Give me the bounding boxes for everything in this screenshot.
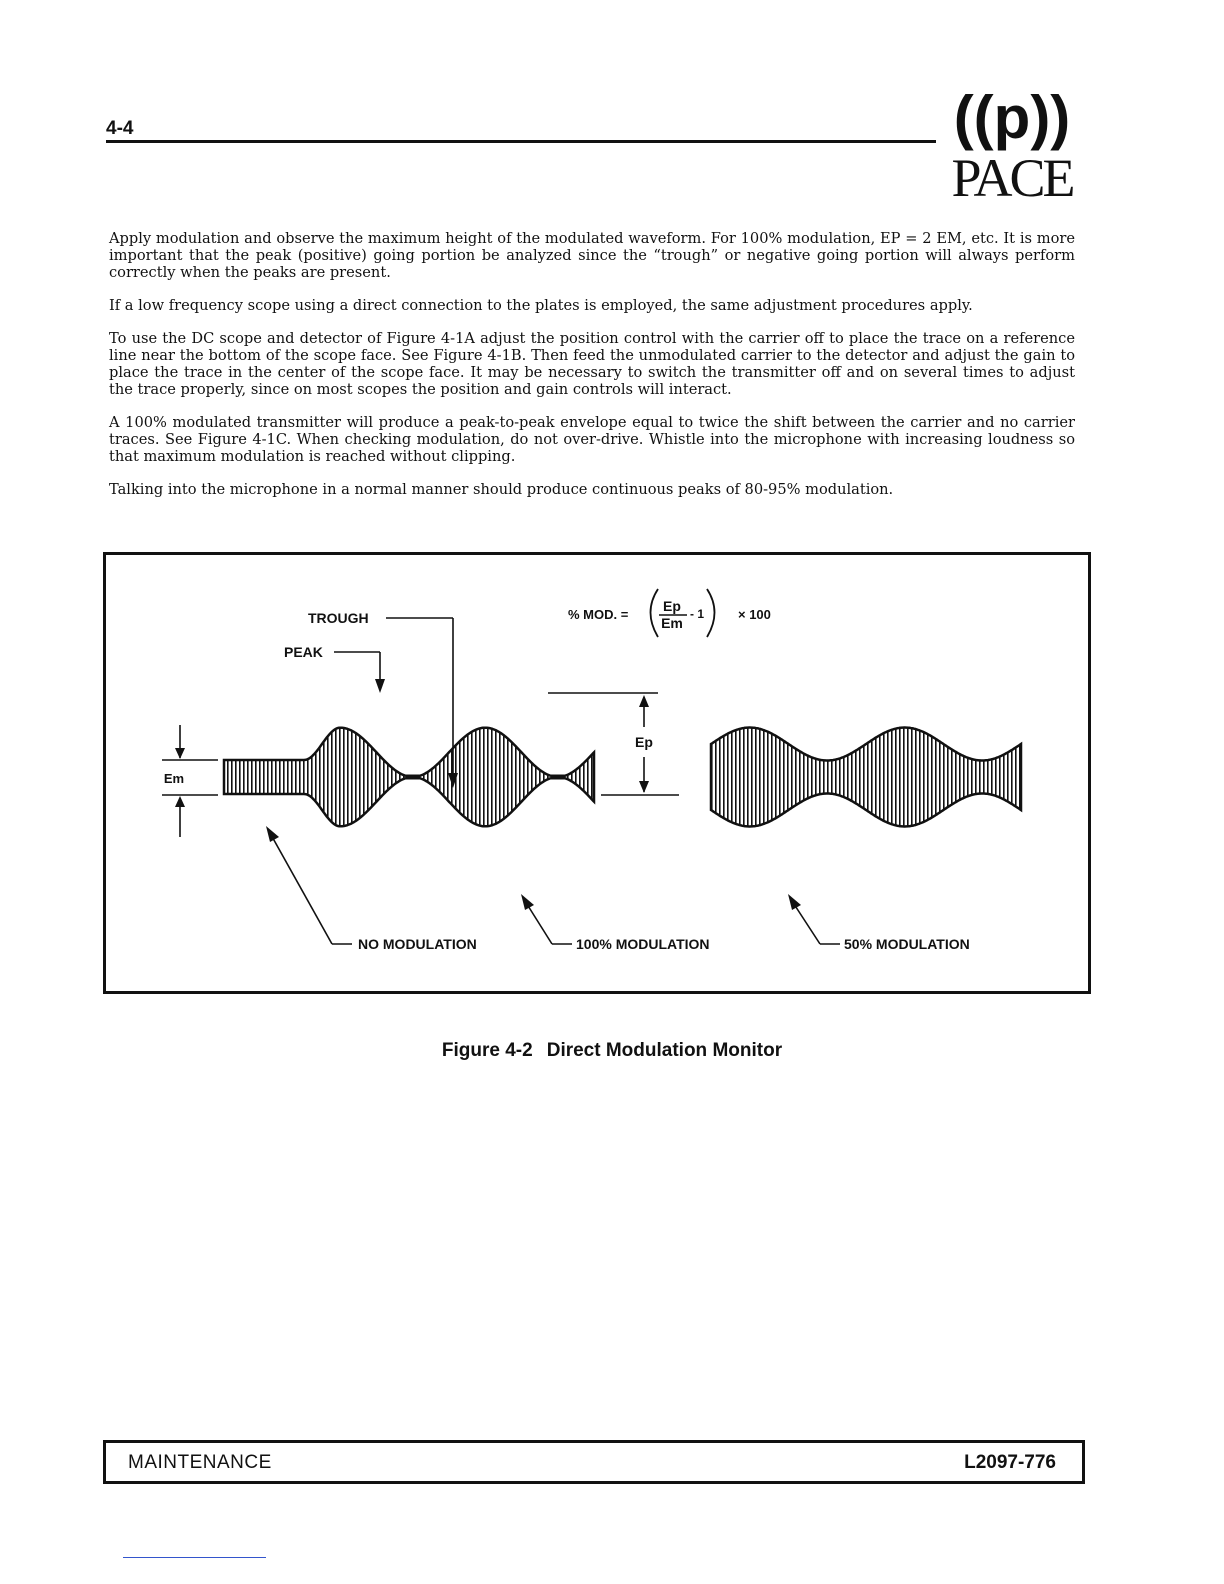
figure-number: Figure 4-2: [441, 1040, 533, 1061]
waveform-half-modulation: [711, 728, 1021, 827]
body-text: [109, 230, 1075, 514]
formula-right-paren: [707, 589, 715, 637]
ep-arrow-up: [639, 695, 649, 707]
full-modulation-arrowhead: [521, 894, 534, 910]
figure-frame: [103, 552, 1091, 994]
footer-section: MAINTENANCE: [128, 1452, 272, 1473]
no-modulation-label: NO MODULATION: [358, 936, 477, 952]
trough-leader: [386, 618, 453, 777]
half-modulation-leader: [792, 901, 840, 944]
logo-symbol: ((p)): [953, 86, 1071, 151]
half-modulation-arrowhead: [788, 894, 801, 910]
modulation-waveform-diagram: [106, 555, 1088, 991]
paragraph-3: To use the DC scope and detector of Figure 4-1A adjust the position control with the carrier off to place the trace on a reference line near the bottom of the scope face. See Figure 4-1B. Then feed the unmodulated carrier to the detector and adjust the gain to place the trace in the center of the scope face. It may be necessary to switch the transmitter off and on several times to adjust the trace properly, since on most scopes the position and gain controls will interact.: [109, 330, 1075, 398]
ep-label: Ep: [635, 734, 653, 750]
em-arrow-down: [175, 748, 185, 759]
waveform-no-and-full-modulation: [224, 728, 594, 827]
trough-label: TROUGH: [308, 610, 369, 626]
formula-multiplier: × 100: [738, 607, 771, 622]
no-modulation-leader: [270, 833, 352, 944]
page-number: 4-4: [106, 118, 134, 139]
peak-leader: [334, 652, 380, 683]
no-modulation-arrowhead: [266, 826, 279, 842]
peak-label: PEAK: [284, 644, 323, 660]
formula-numerator: Ep: [663, 598, 681, 614]
peak-arrowhead: [375, 679, 385, 693]
figure-caption: [0, 1040, 1224, 1062]
full-modulation-leader: [525, 901, 572, 944]
paragraph-4: A 100% modulated transmitter will produce a peak-to-peak envelope equal to twice the shift between the carrier and no carrier traces. See Figure 4-1C. When checking modulation, do not over-drive. Whistle into the microphone with increasing loudness so that maximum modulation is reached without clipping.: [109, 414, 1075, 465]
formula-denominator: Em: [661, 615, 683, 631]
footer: [103, 1440, 1085, 1484]
paragraph-1: Apply modulation and observe the maximum height of the modulated waveform. For 100% modulation, EP = 2 EM, etc. It is more important that the peak (positive) going portion be analyzed since the “trough” or negative going portion will always perform correctly when the peaks are present.: [109, 230, 1075, 281]
paragraph-2: If a low frequency scope using a direct connection to the plates is employed, the same adjustment procedures apply.: [109, 297, 973, 314]
logo-text: PACE: [951, 148, 1073, 201]
em-label: Em: [163, 771, 185, 786]
em-arrow-up: [175, 796, 185, 807]
pace-logo-graphic: [930, 86, 1095, 201]
formula-left-paren: [651, 589, 659, 637]
pace-logo: [930, 86, 1095, 201]
figure-title: Direct Modulation Monitor: [546, 1040, 783, 1061]
paragraph-5: Talking into the microphone in a normal manner should produce continuous peaks of 80-95% modulation.: [109, 481, 894, 498]
formula-lhs: % MOD. =: [568, 607, 629, 622]
formula-minus-one: - 1: [690, 607, 705, 621]
footer-doc-number: L2097-776: [964, 1452, 1056, 1473]
full-modulation-label: 100% MODULATION: [576, 936, 710, 952]
ep-arrow-down: [639, 781, 649, 793]
stray-underline: [123, 1557, 266, 1558]
header-rule: [106, 140, 936, 143]
half-modulation-label: 50% MODULATION: [844, 936, 970, 952]
